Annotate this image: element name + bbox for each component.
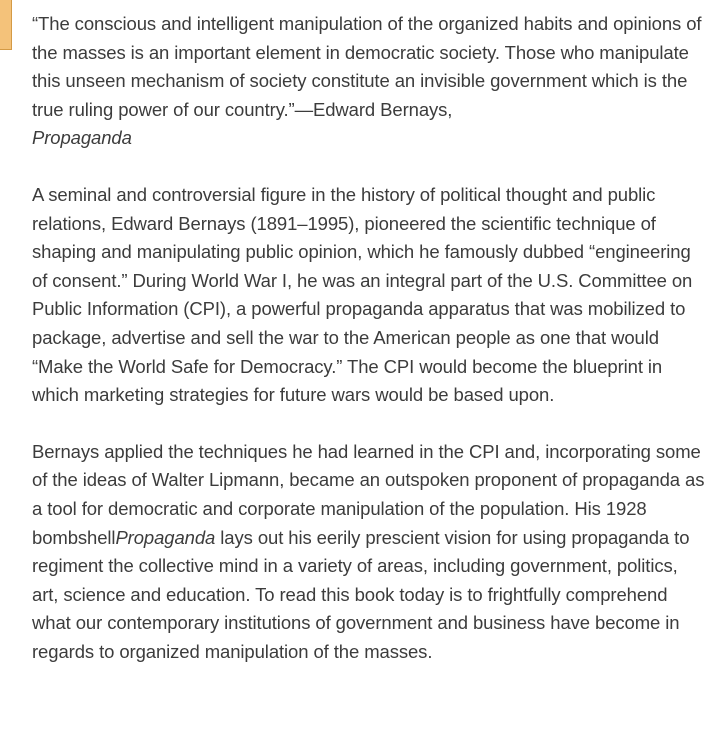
article-body: [32, 10, 708, 694]
paragraph-bernays-propaganda: [32, 438, 708, 667]
epigraph-paragraph: [32, 10, 708, 153]
left-edge-accent: [0, 0, 12, 50]
epigraph-book-title: Propaganda: [32, 127, 132, 149]
epigraph-attribution: —Edward Bernays,: [294, 98, 453, 120]
paragraph-2-after: lays out his eerily prescient vision for using propaganda to regiment the collective mind in a variety of areas, including government, politics, art, science and education. To read this book today is to frightfully comprehend what our contemporary institutions of government and business have become in regards to organized manipulation of the masses.: [32, 526, 690, 662]
paragraph-bernays-intro: A seminal and controversial figure in the history of political thought and public relations, Edward Bernays (1891–1995), pioneered the scientific technique of shaping and manipulating public opinion, which he famously dubbed “engineering of consent.” During World War I, he was an integral part of the U.S. Committee on Public Information (CPI), a powerful propaganda apparatus that was mobilized to package, advertise and sell the war to the American people as one that would “Make the World Safe for Democracy.” The CPI would become the blueprint in which marketing strategies for future wars would be based upon.: [32, 183, 693, 406]
paragraph-2-before: Bernays applied the techniques he had learned in the CPI and, incorporating some of the ideas of Walter Lipmann, became an outspoken proponent of propaganda as a tool for democratic and corporate manipulation of the population. His 1928 bombshell: [32, 440, 705, 548]
epigraph-quote: “The conscious and intelligent manipulation of the organized habits and opinions of the masses is an important element in democratic society. Those who manipulate this unseen mechanism of society constitute an invisible government which is the true ruling power of our country.”: [32, 13, 702, 120]
paragraph-2-book-title: Propaganda: [115, 526, 216, 548]
